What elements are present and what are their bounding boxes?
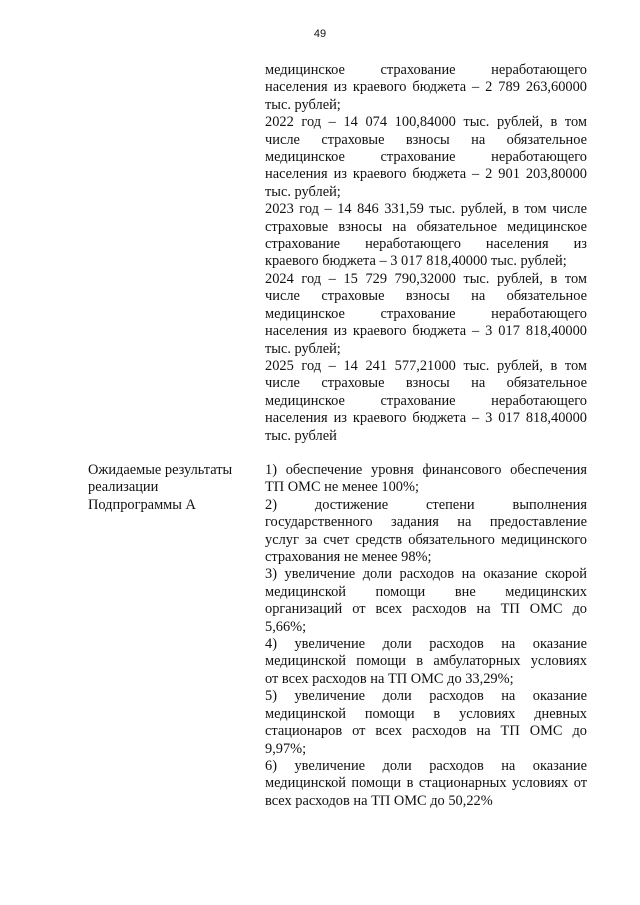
results-line: 1) обеспечение уровня финансового обеспечения <box>265 462 587 478</box>
results-label-line: реализации <box>88 479 159 496</box>
results-label-line: Подпрограммы А <box>88 496 196 513</box>
funding-text <box>265 62 587 445</box>
funding-line: населения из краевого бюджета – 3 017 818,40000 <box>265 323 587 340</box>
results-line: медицинской помощи в условиях дневных <box>265 705 587 722</box>
funding-line: населения из краевого бюджета – 3 017 818,40000 <box>265 410 587 427</box>
funding-line: тыс. рублей; <box>265 183 341 200</box>
results-line: страхования не менее 98%; <box>265 549 432 566</box>
funding-line: страховые взносы на обязательное медицинское <box>265 218 587 235</box>
funding-line: медицинское страхование неработающего <box>265 62 587 78</box>
funding-line: числе страховые взносы на обязательное <box>265 131 587 148</box>
funding-line: краевого бюджета – 3 017 818,40000 тыс. рублей; <box>265 253 567 270</box>
results-label <box>88 462 253 514</box>
results-line: медицинской помощи в стационарных условиях от <box>265 775 587 792</box>
funding-line: 2025 год – 14 241 577,21000 тыс. рублей, в том <box>265 357 587 374</box>
funding-line: медицинское страхование неработающего <box>265 305 587 322</box>
results-line: 6) увеличение доли расходов на оказание <box>265 757 587 774</box>
funding-line: тыс. рублей; <box>265 96 341 113</box>
results-line: ТП ОМС не менее 100%; <box>265 479 419 496</box>
results-label-line: Ожидаемые результаты <box>88 462 233 478</box>
funding-line: тыс. рублей <box>265 427 337 444</box>
results-text <box>265 462 587 810</box>
funding-line: 2023 год – 14 846 331,59 тыс. рублей, в том числе <box>265 201 587 218</box>
page-number: 49 <box>313 28 327 40</box>
funding-line: тыс. рублей; <box>265 340 341 357</box>
funding-line: медицинское страхование неработающего <box>265 392 587 409</box>
results-line: 9,97%; <box>265 740 307 757</box>
funding-line: числе страховые взносы на обязательное <box>265 375 587 392</box>
funding-line: 2024 год – 15 729 790,32000 тыс. рублей, в том <box>265 270 587 287</box>
results-line: медицинской помощи вне медицинских <box>265 583 587 600</box>
results-line: 4) увеличение доли расходов на оказание <box>265 636 587 653</box>
funding-line: 2022 год – 14 074 100,84000 тыс. рублей, в том <box>265 114 587 131</box>
funding-line: населения из краевого бюджета – 2 789 263,60000 <box>265 79 587 96</box>
results-line: организаций от всех расходов на ТП ОМС до <box>265 601 587 618</box>
results-line: от всех расходов на ТП ОМС до 33,29%; <box>265 670 514 687</box>
results-line: стационаров от всех расходов на ТП ОМС до <box>265 723 587 740</box>
results-line: 3) увеличение доли расходов на оказание скорой <box>265 566 587 583</box>
results-line: медицинской помощи в амбулаторных условиях <box>265 653 587 670</box>
funding-line: числе страховые взносы на обязательное <box>265 288 587 305</box>
results-line: 2) достижение степени выполнения <box>265 496 587 513</box>
funding-line: населения из краевого бюджета – 2 901 203,80000 <box>265 166 587 183</box>
results-line: всех расходов на ТП ОМС до 50,22% <box>265 792 493 809</box>
results-line: услуг за счет средств обязательного медицинского <box>265 531 587 548</box>
results-line: 5) увеличение доли расходов на оказание <box>265 688 587 705</box>
results-line: государственного задания на предоставление <box>265 514 587 531</box>
funding-line: медицинское страхование неработающего <box>265 149 587 166</box>
funding-line: страхование неработающего населения из <box>265 236 587 253</box>
results-line: 5,66%; <box>265 618 307 635</box>
